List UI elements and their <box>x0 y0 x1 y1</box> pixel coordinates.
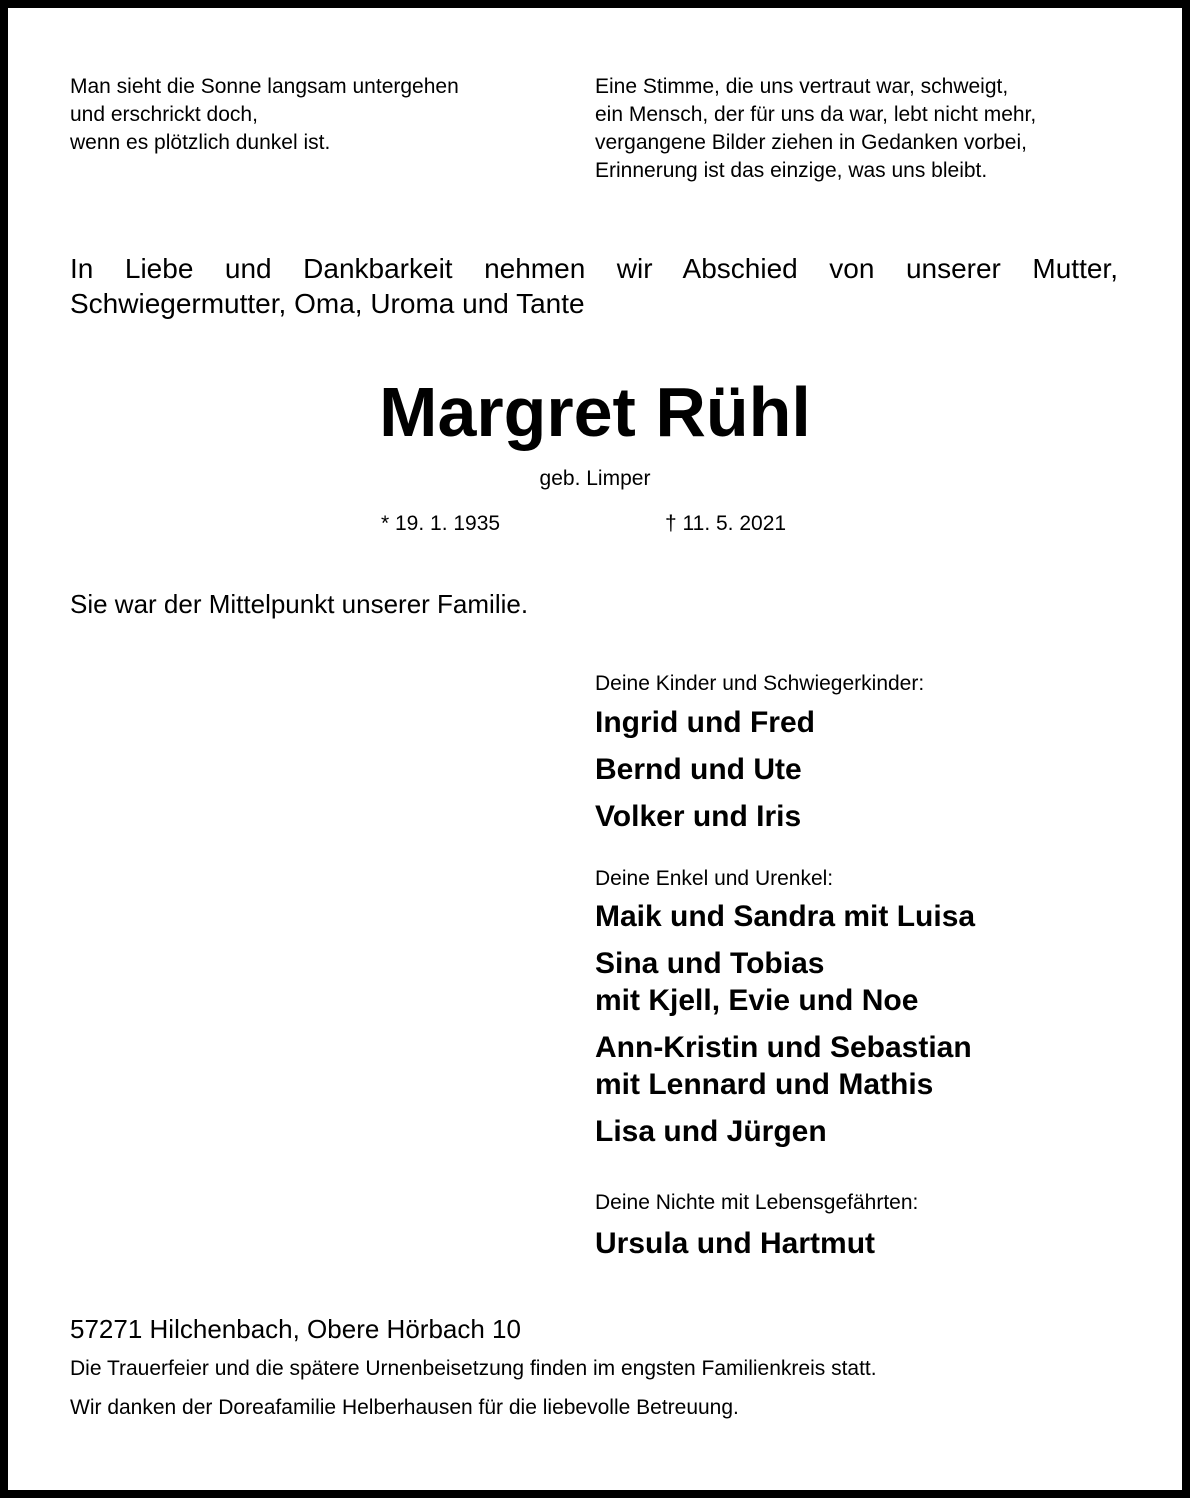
maiden-name: geb. Limper <box>539 467 651 490</box>
children-list <box>595 704 815 835</box>
birth-date: * 19. 1. 1935 <box>381 512 501 535</box>
niece-label: Deine Nichte mit Lebensgefährten: <box>595 1191 919 1214</box>
address: 57271 Hilchenbach, Obere Hörbach 10 <box>70 1314 521 1344</box>
mourner-name: Maik und Sandra mit Luisa <box>595 900 976 933</box>
grandchildren-list <box>595 898 975 1150</box>
niece-name: Ursula und Hartmut <box>595 1227 876 1260</box>
poem-right-line: ein Mensch, der für uns da war, lebt nicht mehr, <box>595 103 1037 126</box>
grandchildren-label: Deine Enkel und Urenkel: <box>595 867 834 890</box>
death-date: † 11. 5. 2021 <box>665 512 787 535</box>
poem-left-line: und erschrickt doch, <box>70 103 258 126</box>
motto: Sie war der Mittelpunkt unserer Familie. <box>70 589 529 619</box>
funeral-note: Die Trauerfeier und die spätere Urnenbeisetzung finden im engsten Familienkreis statt. <box>70 1357 877 1380</box>
thanks-note: Wir danken der Doreafamilie Helberhausen für die liebevolle Betreuung. <box>70 1396 739 1419</box>
deceased-name: Margret Rühl <box>379 373 811 451</box>
mourner-name: Lisa und Jürgen <box>595 1115 827 1148</box>
intro-line: In Liebe und Dankbarkeit nehmen wir Abschied von unserer Mutter, <box>70 253 1118 284</box>
intro-text <box>70 251 1118 321</box>
poem-right-line: vergangene Bilder ziehen in Gedanken vorbei, <box>595 131 1027 154</box>
mourner-name: Bernd und Ute <box>595 753 802 786</box>
poem-left-line: Man sieht die Sonne langsam untergehen <box>70 75 459 98</box>
poem-right-line: Erinnerung ist das einzige, was uns bleibt. <box>595 159 988 182</box>
mourner-name: Sina und Tobias <box>595 947 825 980</box>
mourner-name: Volker und Iris <box>595 800 802 833</box>
mourner-name: mit Lennard und Mathis <box>595 1068 934 1101</box>
children-label: Deine Kinder und Schwiegerkinder: <box>595 672 925 695</box>
poem-left <box>70 73 459 157</box>
mourner-name: Ingrid und Fred <box>595 706 815 739</box>
intro-line: Schwiegermutter, Oma, Uroma und Tante <box>70 288 585 319</box>
mourner-name: Ann-Kristin und Sebastian <box>595 1031 972 1064</box>
poem-right <box>595 73 1036 185</box>
poem-left-line: wenn es plötzlich dunkel ist. <box>70 131 331 154</box>
poem-right-line: Eine Stimme, die uns vertraut war, schweigt, <box>595 75 1009 98</box>
mourner-name: mit Kjell, Evie und Noe <box>595 984 919 1017</box>
